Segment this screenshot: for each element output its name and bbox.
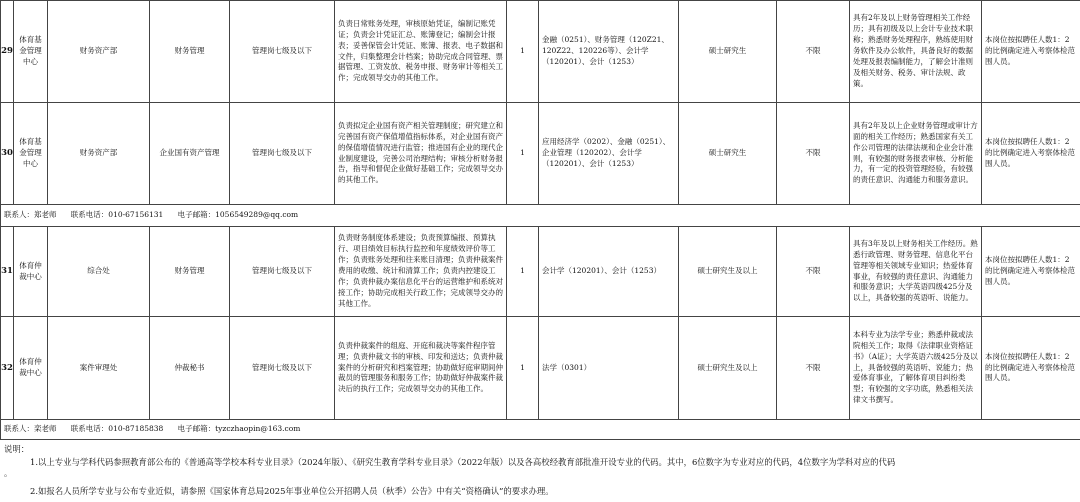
position-cell: 仲裁秘书 [150,317,230,420]
duties-cell: 负责日常账务处理，审核原始凭证，编制记账凭证；负责会计凭证汇总、账簿登记；编制会计报表；妥善保管会计凭证、账簿、报表、电子数据和文件，归集整理会计档案；协助完成合同管理、票据管理、工资发放、税务申报、财务审计等相关工作；完成领导交办的其他工作。 [335,1,507,103]
row-number: 29 [1,1,14,103]
row-number: 31 [1,227,14,317]
remark-cell: 本岗位按拟聘任人数1：2的比例确定进入考察体检范围人员。 [982,317,1080,420]
note-item-1-tail: 。 [4,469,12,479]
row-number: 32 [1,317,14,420]
duties-cell: 负责仲裁案件的组庭、开庭和裁决等案件程序管理；负责仲裁文书的审核、印发和送达；负责仲裁案件的分析研究和档案管理；协助做好庭审期间仲裁员的管理服务和服务工作；协助做好仲裁案件裁决后的执行工作；完成领导交办的其他工作。 [335,317,507,420]
politics-cell: 不限 [777,103,850,205]
unit-cell: 体育基金管理中心 [14,1,48,103]
table-row [1,103,1080,205]
contact-info: 联系人：郑老师 联系电话：010-67156131 电子邮箱：1056549289@qq.com [1,205,1080,227]
table-row [1,1,1080,103]
contact-info: 联系人：栾老师 联系电话：010-87185838 电子邮箱：tyzczhaopin@163.com [1,420,1080,440]
note-item-2: 2.如报名人员所学专业与公布专业近似，请参照《国家体育总局2025年事业单位公开招聘人员（秋季）公告》中有关“资格确认”的要求办理。 [30,486,554,497]
duties-cell: 负责财务制度体系建设；负责预算编报、预算执行、项目绩效目标执行监控和年度绩效评价等工作；负责账务处理和往来账目清理；负责仲裁案件费用的收缴、统计和清算工作；负责内控建设工作；负责仲裁办案信息化平台的运营维护和系统对接工作；协助完成相关行政工作；完成领导交办的其他工作。 [335,227,507,317]
contact-row [1,205,1080,227]
note-item-1: 1.以上专业与学科代码参照教育部公布的《普通高等学校本科专业目录》（2024年版）、《研究生教育学科专业目录》（2022年版）以及各高校经教育部批准开设专业的代码。其中，6位数字为专业对应的代码，4位数字为学科对应的代码 [30,456,896,467]
count-cell: 1 [507,227,539,317]
level-cell: 管理岗七级及以下 [230,1,335,103]
department-cell: 综合处 [48,227,150,317]
position-cell: 财务管理 [150,227,230,317]
education-cell: 硕士研究生 [679,103,777,205]
department-cell: 案件审理处 [48,317,150,420]
major-cell: 金融（0251）、财务管理（120Z21、120Z22、120226等）、会计学（120201）、会计（1253） [539,1,679,103]
remark-cell: 本岗位按拟聘任人数1：2的比例确定进入考察体检范围人员。 [982,1,1080,103]
major-cell: 应用经济学（0202）、金融（0251）、企业管理（120202）、会计学（120201）、会计（1253） [539,103,679,205]
notes-heading: 说明： [4,444,30,454]
row-number: 30 [1,103,14,205]
position-cell: 企业国有资产管理 [150,103,230,205]
education-cell: 硕士研究生及以上 [679,227,777,317]
unit-cell: 体育基金管理中心 [14,103,48,205]
unit-cell: 体育仲裁中心 [14,317,48,420]
level-cell: 管理岗七级及以下 [230,227,335,317]
table-row [1,317,1080,420]
notes-section [4,443,1076,498]
politics-cell: 不限 [777,227,850,317]
duties-cell: 负责拟定企业国有资产相关管理制度；研究建立和完善国有资产保值增值指标体系，对企业国有资产的保值增值情况进行监管；推进国有企业的现代企业制度建设，完善公司治理结构；审核分析财务报告，指导和督促企业做好基础工作；完成领导交办的其他工作。 [335,103,507,205]
requirements-cell: 本科专业为法学专业；熟悉仲裁或法院相关工作；取得《法律职业资格证书》（A证）；大学英语六级425分及以上，具备较强的英语听、说能力；热爱体育事业，了解体育项目纠纷类型；有较强的文字功底，熟悉相关法律文书撰写。 [850,317,982,420]
count-cell: 1 [507,1,539,103]
count-cell: 1 [507,317,539,420]
table-row [1,227,1080,317]
level-cell: 管理岗七级及以下 [230,317,335,420]
requirements-cell: 具有3年及以上财务相关工作经历。熟悉行政管理、财务管理、信息化平台管理等相关领域专业知识；热爱体育事业，有较强的责任意识、沟通能力和服务意识；大学英语四级425分及以上，具备较强的英语听、说能力。 [850,227,982,317]
requirements-cell: 具有2年及以上财务管理相关工作经历；具有初级及以上会计专业技术职称；熟悉财务处理程序，熟练使用财务软件及办公软件，具备良好的数据处理及报表编制能力，了解会计准则及相关财务、税务、审计法规、政策。 [850,1,982,103]
count-cell: 1 [507,103,539,205]
contact-row [1,420,1080,440]
politics-cell: 不限 [777,317,850,420]
requirements-cell: 具有2年及以上企业财务管理或审计方面的相关工作经历；熟悉国家有关工作公司管理的法律法规和企业会计准则，有较强的财务报表审核、分析能力，有一定的投资管理经验，有较强的责任意识、沟通能力和服务意识。 [850,103,982,205]
major-cell: 会计学（120201）、会计（1253） [539,227,679,317]
department-cell: 财务资产部 [48,103,150,205]
remark-cell: 本岗位按拟聘任人数1：2的比例确定进入考察体检范围人员。 [982,227,1080,317]
politics-cell: 不限 [777,1,850,103]
position-cell: 财务管理 [150,1,230,103]
department-cell: 财务资产部 [48,1,150,103]
education-cell: 硕士研究生及以上 [679,317,777,420]
unit-cell: 体育仲裁中心 [14,227,48,317]
level-cell: 管理岗七级及以下 [230,103,335,205]
major-cell: 法学（0301） [539,317,679,420]
education-cell: 硕士研究生 [679,1,777,103]
remark-cell: 本岗位按拟聘任人数1：2的比例确定进入考察体检范围人员。 [982,103,1080,205]
